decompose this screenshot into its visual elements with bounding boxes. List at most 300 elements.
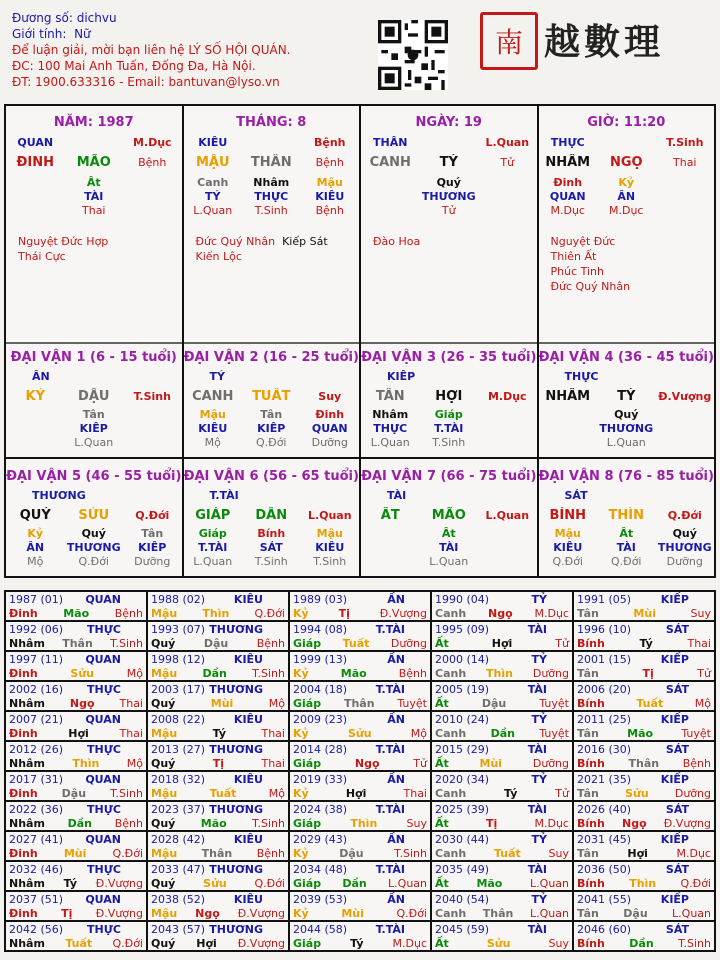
dai-van-hstate-row-cell: Mộ: [27, 555, 44, 568]
pillar-can: MẬU: [195, 155, 230, 170]
dai-van-hsao-row-cell: KIẾP: [79, 422, 108, 435]
year-label: 2025 (39): [435, 803, 490, 816]
hidden-stem: Mậu: [316, 176, 343, 189]
year-chi: Ngọ: [488, 607, 513, 620]
year-sao: QUAN: [85, 833, 121, 846]
year-cell[interactable]: [6, 712, 148, 742]
dai-van-top-row: [184, 370, 360, 384]
year-sao: T.TÀI: [375, 743, 405, 756]
year-sao: THƯƠNG: [209, 623, 263, 636]
year-sao: ẤN: [387, 893, 405, 906]
year-chi: Tị: [642, 667, 654, 680]
year-cell[interactable]: [574, 772, 716, 802]
year-cell[interactable]: [148, 892, 290, 922]
year-label: 2019 (33): [293, 773, 348, 786]
year-state: L.Quan: [530, 877, 569, 890]
pillar-hstate-row-cell: L.Quan: [193, 204, 233, 217]
year-cell[interactable]: [148, 742, 290, 772]
hidden-stem: Giáp: [198, 527, 227, 540]
year-label: 1989 (03): [293, 593, 348, 606]
year-line-1: [151, 623, 285, 637]
dai-van-hstate-row-cell: Q.Đới: [78, 555, 109, 568]
year-line-1: [577, 683, 711, 697]
year-cell[interactable]: [148, 922, 290, 952]
year-label: 1999 (13): [293, 653, 348, 666]
year-chi: Tị: [486, 817, 498, 830]
year-cell[interactable]: [6, 652, 148, 682]
year-sao: KIẾP: [660, 833, 689, 846]
year-label: 2012 (26): [9, 743, 64, 756]
year-cell[interactable]: [148, 682, 290, 712]
pillar-chi: NGỌ: [609, 155, 643, 170]
year-label: 2007 (21): [9, 713, 64, 726]
year-state: Mộ: [126, 667, 143, 680]
year-sao: QUAN: [85, 713, 121, 726]
dai-van-hsao-row-cell: ẤN: [26, 541, 45, 554]
dai-van-cell[interactable]: [184, 459, 362, 578]
year-line-2: [151, 697, 285, 711]
year-can: Quý: [151, 937, 176, 950]
hidden-stem: [6, 408, 65, 422]
year-line-1: [577, 593, 711, 607]
year-cell[interactable]: [574, 652, 716, 682]
year-cell[interactable]: [290, 832, 432, 862]
year-line-2: [577, 697, 711, 711]
pillar-notes: [6, 234, 182, 264]
dai-van-title: ĐẠI VẬN 6 (56 - 65 tuổi): [183, 469, 359, 484]
year-sao: KIẾP: [660, 653, 689, 666]
year-line-1: [293, 773, 427, 787]
hidden-stem: Ất: [619, 527, 634, 540]
pillar-cell[interactable]: [6, 106, 184, 344]
dai-van-cell[interactable]: [539, 340, 717, 459]
year-line-2: [435, 787, 569, 801]
dai-van-state: Suy: [318, 390, 342, 403]
note-line: [539, 279, 715, 294]
year-can: Bính: [577, 817, 605, 830]
year-chi: Dần: [629, 937, 654, 950]
dai-van-cell[interactable]: [6, 340, 184, 459]
year-cell[interactable]: [290, 742, 432, 772]
year-sao: T.TÀI: [375, 923, 405, 936]
dai-van-hsao-row: [6, 541, 182, 555]
year-can: Tân: [577, 727, 599, 740]
year-line-1: [293, 683, 427, 697]
year-state: Tuyệt: [539, 727, 569, 740]
hidden-stem: [478, 176, 537, 190]
pillar-hstate-row-cell: Tử: [441, 204, 456, 217]
dai-van-hsao-row-cell: THƯƠNG: [599, 422, 654, 435]
pillar-can: CANH: [369, 155, 411, 170]
dai-van-chi: DẦN: [255, 508, 288, 523]
year-label: 2004 (18): [293, 683, 348, 696]
pillar-cell[interactable]: [184, 106, 362, 344]
year-chi: Tuất: [65, 937, 93, 950]
year-label: 1995 (09): [435, 623, 490, 636]
year-chi: Mão: [476, 877, 503, 890]
dai-van-hstate-row-cell: Dưỡng: [311, 436, 348, 449]
dai-van-hstate-row: [184, 436, 360, 450]
year-cell[interactable]: [6, 772, 148, 802]
year-cell[interactable]: [148, 622, 290, 652]
year-sao: KIÊU: [233, 653, 263, 666]
pillar-hstate-row: [361, 204, 537, 218]
year-sao: T.TÀI: [375, 863, 405, 876]
year-line-2: [9, 667, 143, 681]
year-cell[interactable]: [148, 862, 290, 892]
year-cell[interactable]: [6, 922, 148, 952]
year-line-1: [293, 833, 427, 847]
year-sao: TỶ: [531, 593, 547, 606]
pillar-hstate-row-cell: [6, 204, 65, 218]
year-chi: Sửu: [203, 877, 227, 890]
year-cell[interactable]: [574, 682, 716, 712]
year-sao: QUAN: [85, 893, 121, 906]
year-chi: Ngọ: [621, 817, 647, 830]
year-line-2: [151, 817, 285, 831]
year-line-1: [9, 713, 143, 727]
year-label: 2017 (31): [9, 773, 64, 786]
year-line-2: [9, 757, 143, 771]
hidden-stem: Nhâm: [372, 408, 409, 421]
year-state: Dưỡng: [532, 757, 569, 770]
year-line-2: [9, 817, 143, 831]
year-can: Kỷ: [293, 847, 309, 860]
year-cell[interactable]: [148, 712, 290, 742]
note-line: [184, 249, 360, 264]
year-state: Đ.Vượng: [237, 937, 285, 950]
year-chi: Thìn: [629, 877, 657, 890]
year-cell[interactable]: [432, 712, 574, 742]
year-label: 2024 (38): [293, 803, 348, 816]
pillar-hsao-row-cell: TỶ: [205, 190, 221, 203]
year-label: 2003 (17): [151, 683, 206, 696]
year-label: 2029 (43): [293, 833, 348, 846]
year-cell[interactable]: [290, 622, 432, 652]
dai-van-title: ĐẠI VẬN 1 (6 - 15 tuổi): [10, 350, 177, 365]
year-cell[interactable]: [432, 622, 574, 652]
year-label: 2044 (58): [293, 923, 348, 936]
year-cell[interactable]: [574, 892, 716, 922]
year-cell[interactable]: [148, 802, 290, 832]
pillar-hsao-row-cell: [361, 190, 420, 204]
pillar-hstate-row: [539, 204, 715, 218]
pillar-cell[interactable]: [361, 106, 539, 344]
year-cell[interactable]: [290, 802, 432, 832]
year-chi: Dần: [202, 667, 227, 680]
dai-van-hsao-row-cell: QUAN: [311, 422, 348, 435]
dai-van-can: CANH: [192, 389, 234, 404]
hidden-stem: Bính: [257, 527, 286, 540]
year-cell[interactable]: [574, 832, 716, 862]
year-cell[interactable]: [6, 802, 148, 832]
year-can: Mậu: [151, 847, 178, 860]
year-label: 1991 (05): [577, 593, 632, 606]
dai-van-cell[interactable]: [539, 459, 717, 578]
year-line-1: [9, 923, 143, 937]
year-chi: Mùi: [479, 757, 503, 770]
year-can: Giáp: [293, 817, 322, 830]
year-line-1: [9, 803, 143, 817]
pillar-top-row-cell: KIÊU: [198, 136, 228, 149]
year-can: Mậu: [151, 727, 178, 740]
dai-van-top: THỰC: [564, 370, 599, 383]
year-sao: THỰC: [87, 743, 121, 756]
year-cell[interactable]: [6, 682, 148, 712]
dai-van-hstate-row-cell: [539, 436, 598, 450]
pillar-top-row-cell: T.Sinh: [666, 136, 704, 149]
year-cell[interactable]: [290, 712, 432, 742]
year-state: T.Sinh: [110, 637, 143, 650]
year-state: Suy: [548, 847, 569, 860]
year-sao: ẤN: [387, 773, 405, 786]
year-cell[interactable]: [148, 772, 290, 802]
pillar-main-row: [184, 154, 360, 172]
dai-van-hstate-row-cell: [478, 436, 537, 450]
year-cell[interactable]: [432, 832, 574, 862]
year-label: 2006 (20): [577, 683, 632, 696]
pillar-hsao-row-cell: KIÊU: [315, 190, 345, 203]
year-cell[interactable]: [6, 832, 148, 862]
note-line: [6, 249, 182, 264]
year-cell[interactable]: [290, 652, 432, 682]
year-cell[interactable]: [574, 592, 716, 622]
year-sao: ẤN: [387, 833, 405, 846]
dai-van-top-row: [361, 489, 537, 503]
year-label: 2008 (22): [151, 713, 206, 726]
year-cell[interactable]: [574, 712, 716, 742]
dai-van-can: KỶ: [25, 389, 45, 404]
year-chi: Dần: [490, 727, 515, 740]
year-chi: Mão: [627, 727, 654, 740]
dai-van-hsao-row-cell: KIÊU: [198, 422, 228, 435]
pillar-note: Nguyệt Đức Hợp: [18, 235, 109, 248]
hidden-stem: [539, 408, 598, 422]
year-cell[interactable]: [574, 802, 716, 832]
year-cell[interactable]: [6, 862, 148, 892]
year-state: Mộ: [268, 787, 285, 800]
pillar-main-row: [361, 154, 537, 172]
year-line-2: [293, 907, 427, 921]
qr-code-icon[interactable]: [378, 20, 448, 90]
year-line-2: [9, 607, 143, 621]
note-line: [539, 234, 715, 249]
year-cell[interactable]: [290, 772, 432, 802]
year-cell[interactable]: [574, 742, 716, 772]
pillar-chi: TÝ: [439, 155, 458, 170]
year-line-1: [577, 713, 711, 727]
dai-van-hidden-row: [184, 527, 360, 541]
year-cell[interactable]: [432, 682, 574, 712]
pillar-state: Bệnh: [138, 156, 167, 169]
year-cell[interactable]: [148, 832, 290, 862]
dai-van-hstate-row: [361, 555, 537, 569]
year-cell[interactable]: [6, 592, 148, 622]
dai-van-hstate-row-cell: L.Quan: [74, 436, 114, 449]
year-sao: THỰC: [87, 863, 121, 876]
year-line-1: [577, 743, 711, 757]
year-can: Kỷ: [293, 907, 309, 920]
hidden-stem: Tân: [260, 408, 283, 421]
dai-van-hsao-row-cell: KIẾP: [138, 541, 167, 554]
dai-van-main-row: [539, 388, 715, 406]
dai-van-chi: TUẤT: [252, 389, 291, 404]
year-cell[interactable]: [574, 862, 716, 892]
dai-van-cell[interactable]: [184, 340, 362, 459]
year-label: 1997 (11): [9, 653, 64, 666]
year-line-2: [9, 907, 143, 921]
dai-van-state: T.Sinh: [133, 390, 171, 403]
year-cell[interactable]: [574, 922, 716, 952]
dai-van-cell[interactable]: [361, 459, 539, 578]
pillar-hstate-row-cell: M.Dục: [609, 204, 644, 217]
year-chi: Mão: [63, 607, 90, 620]
year-chi: Tuất: [342, 637, 370, 650]
year-line-2: [577, 937, 711, 951]
year-chi: Dậu: [623, 907, 648, 920]
year-line-2: [435, 697, 569, 711]
year-state: Tuyệt: [397, 697, 427, 710]
dai-van-cell[interactable]: [361, 340, 539, 459]
dai-van-top: TÀI: [387, 489, 407, 502]
hidden-stem: [123, 408, 182, 422]
year-chi: Thìn: [72, 757, 100, 770]
year-state: Q.Đới: [112, 937, 143, 950]
pillar-notes: [539, 234, 715, 294]
dai-van-cell[interactable]: [6, 459, 184, 578]
year-cell[interactable]: [432, 592, 574, 622]
dai-van-chi: SỬU: [78, 508, 110, 523]
dai-van-hidden-row: [6, 527, 182, 541]
year-cell[interactable]: [432, 772, 574, 802]
hidden-stem: Canh: [197, 176, 229, 189]
year-sao: KIÊU: [233, 893, 263, 906]
year-line-2: [293, 607, 427, 621]
pillar-note: Kiến Lộc: [195, 250, 242, 263]
year-label: 2046 (60): [577, 923, 632, 936]
year-line-2: [435, 877, 569, 891]
year-sao: THỰC: [87, 683, 121, 696]
year-chi: Ngọ: [195, 907, 220, 920]
year-can: Tân: [577, 667, 599, 680]
year-cell[interactable]: [290, 862, 432, 892]
year-can: Nhâm: [9, 817, 45, 830]
year-sao: TÀI: [527, 923, 547, 936]
pillar-notes: [184, 234, 360, 264]
year-line-2: [435, 817, 569, 831]
year-line-2: [577, 637, 711, 651]
year-chi: Thìn: [486, 667, 513, 680]
year-cell[interactable]: [432, 862, 574, 892]
year-cell[interactable]: [574, 622, 716, 652]
year-line-1: [293, 923, 427, 937]
dai-van-hsao-row-cell: KIÊU: [553, 541, 583, 554]
year-line-2: [435, 727, 569, 741]
dai-van-hstate-row-cell: [123, 436, 182, 450]
year-sao: TỶ: [531, 833, 547, 846]
dai-van-top-row: [184, 489, 360, 503]
year-can: Canh: [435, 727, 467, 740]
note-line: [184, 234, 360, 249]
year-cell[interactable]: [432, 922, 574, 952]
year-label: 2020 (34): [435, 773, 490, 786]
pillar-main-row: [539, 154, 715, 172]
dai-van-hstate-row-cell: [656, 436, 715, 450]
hidden-stem: [656, 408, 715, 422]
year-cell[interactable]: [290, 892, 432, 922]
dai-van-title: ĐẠI VẬN 7 (66 - 75 tuổi): [361, 469, 537, 484]
year-sao: THƯƠNG: [209, 743, 263, 756]
year-cell[interactable]: [290, 922, 432, 952]
year-line-1: [151, 593, 285, 607]
year-label: 2018 (32): [151, 773, 206, 786]
year-chi: Tý: [212, 727, 227, 740]
year-can: Nhâm: [9, 937, 45, 950]
year-cell[interactable]: [148, 592, 290, 622]
pillar-cell[interactable]: [539, 106, 717, 344]
year-line-2: [577, 727, 711, 741]
year-can: Kỷ: [293, 607, 309, 620]
dai-van-top: T.TÀI: [209, 489, 239, 502]
year-label: 2027 (41): [9, 833, 64, 846]
year-chi: Thân: [201, 847, 233, 860]
year-cell[interactable]: [6, 742, 148, 772]
year-cell[interactable]: [432, 742, 574, 772]
year-line-2: [577, 607, 711, 621]
year-line-1: [577, 893, 711, 907]
pillar-top-row: [539, 136, 715, 150]
dai-van-hstate-row-cell: Dưỡng: [666, 555, 703, 568]
year-line-2: [9, 697, 143, 711]
dai-van-title: ĐẠI VẬN 4 (36 - 45 tuổi): [538, 350, 714, 365]
dai-van-title: ĐẠI VẬN 8 (76 - 85 tuổi): [538, 469, 714, 484]
year-cell[interactable]: [6, 622, 148, 652]
owner-line: Đương số: dichvu: [12, 11, 117, 25]
hidden-stem: Đinh: [315, 408, 345, 421]
year-sao: QUAN: [85, 773, 121, 786]
year-state: M.Dục: [534, 607, 569, 620]
year-cell[interactable]: [432, 802, 574, 832]
year-cell[interactable]: [432, 892, 574, 922]
year-can: Mậu: [151, 667, 178, 680]
dai-van-hstate-row: [539, 436, 715, 450]
year-line-1: [435, 743, 569, 757]
year-cell[interactable]: [290, 592, 432, 622]
year-line-2: [9, 847, 143, 861]
dai-van-hstate-row: [361, 436, 537, 450]
pillar-hstate-row-cell: [361, 204, 420, 218]
year-cell[interactable]: [148, 652, 290, 682]
year-line-2: [577, 787, 711, 801]
year-sao: KIẾP: [660, 593, 689, 606]
year-cell[interactable]: [290, 682, 432, 712]
year-cell[interactable]: [432, 652, 574, 682]
dai-van-hsao-row-cell: [361, 541, 420, 555]
year-line-2: [9, 787, 143, 801]
hidden-stem: Ất: [86, 176, 101, 189]
year-cell[interactable]: [6, 892, 148, 922]
dai-van-hsao-row: [361, 422, 537, 436]
year-line-1: [151, 713, 285, 727]
year-line-2: [151, 937, 285, 951]
dai-van-hstate-row-cell: L.Quan: [429, 555, 469, 568]
year-sao: KIÊU: [233, 593, 263, 606]
year-label: 2030 (44): [435, 833, 490, 846]
dai-van-state: M.Dục: [487, 390, 527, 403]
year-can: Canh: [435, 907, 467, 920]
year-chi: Mùi: [63, 847, 87, 860]
year-label: 2037 (51): [9, 893, 64, 906]
